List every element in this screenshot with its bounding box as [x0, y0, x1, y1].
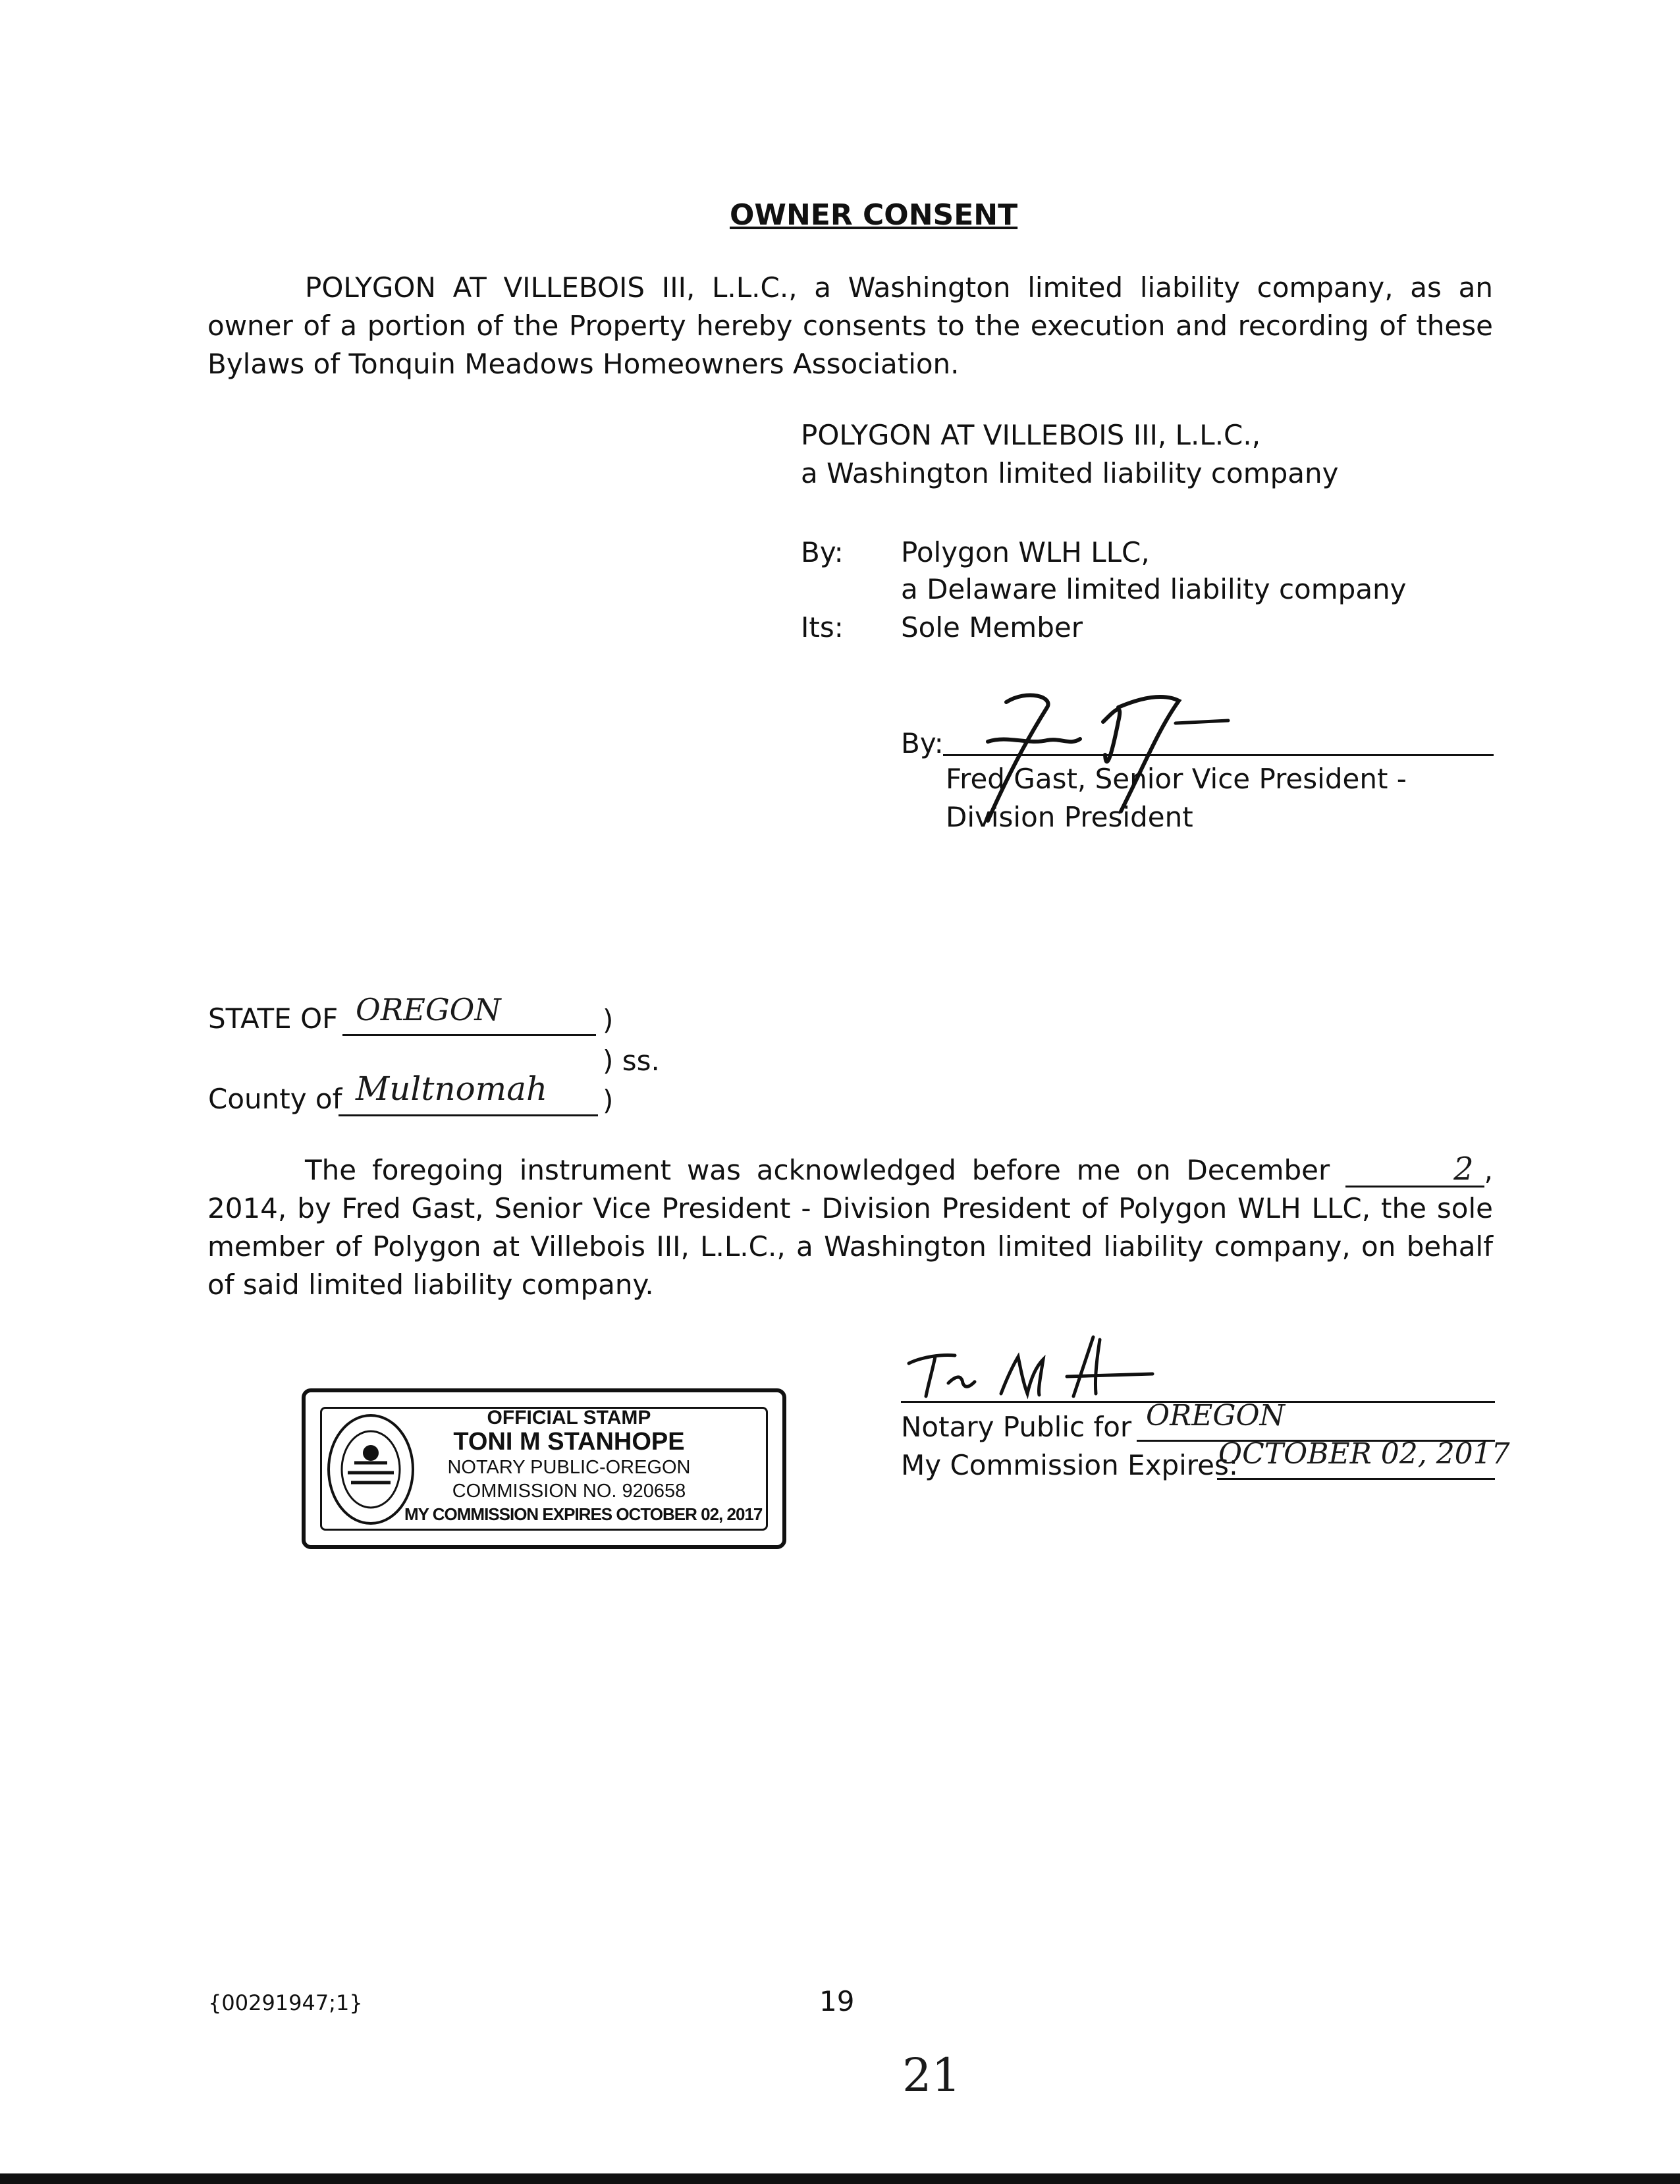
by-value-description: a Delaware limited liability company — [901, 573, 1407, 605]
commission-expires-underline — [1217, 1478, 1495, 1480]
ss-label: ) ss. — [603, 1045, 660, 1077]
signer-name-title: Fred Gast, Senior Vice President - — [946, 763, 1407, 795]
consent-paragraph: POLYGON AT VILLEBOIS III, L.L.C., a Washington limited liability company, as an owner of a portion of the Property hereby consents to the execution and recording of these Bylaws of Tonquin Meadows Homeowners Association. — [207, 271, 1493, 380]
page-title: OWNER CONSENT — [730, 198, 1018, 232]
entity-name: POLYGON AT VILLEBOIS III, L.L.C., — [801, 419, 1261, 451]
county-underline — [339, 1114, 598, 1116]
stamp-commission-expires: MY COMMISSION EXPIRES OCTOBER 02, 2017 — [404, 1504, 763, 1524]
acknowledgment-text-end: , 2014, by Fred Gast, Senior Vice President - Division President of Polygon WLH LLC, the sole member of Polygon at Villebois III, L.L.C., a Washington limited liability company, on behalf of said limited liability company. — [207, 1154, 1493, 1301]
its-value: Sole Member — [901, 611, 1083, 643]
notary-signature-image — [902, 1330, 1179, 1403]
state-paren: ) — [603, 1004, 614, 1036]
commission-expires-label: My Commission Expires: — [901, 1449, 1238, 1481]
entity-description: a Washington limited liability company — [801, 457, 1339, 489]
its-label: Its: — [801, 611, 844, 643]
signer-title-continued: Division President — [946, 801, 1193, 833]
by-label: By: — [801, 536, 844, 568]
acknowledgment-text-start: The foregoing instrument was acknowledged before me on December — [305, 1154, 1330, 1186]
county-paren: ) — [603, 1084, 614, 1116]
stamp-commission-number: COMMISSION NO. 920658 — [452, 1481, 686, 1502]
document-id: {00291947;1} — [208, 1990, 363, 2015]
stamp-notary-state: NOTARY PUBLIC-OREGON — [447, 1457, 691, 1478]
notary-public-state: OREGON — [1146, 1399, 1286, 1433]
state-value: OREGON — [356, 992, 501, 1027]
commission-expires-date: OCTOBER 02, 2017 — [1218, 1437, 1510, 1471]
stamp-notary-name: TONI M STANHOPE — [453, 1428, 685, 1456]
scan-edge — [0, 2173, 1680, 2184]
notary-stamp — [302, 1388, 786, 1549]
county-value: Multnomah — [356, 1070, 548, 1108]
acknowledgment-paragraph — [207, 1151, 1493, 1304]
page-number: 19 — [819, 1985, 855, 2017]
by-value: Polygon WLH LLC, — [901, 536, 1150, 568]
notary-public-label: Notary Public for — [901, 1411, 1132, 1443]
sign-by-label: By: — [901, 727, 944, 759]
state-underline — [342, 1034, 596, 1036]
county-label: County of — [208, 1083, 342, 1115]
handwritten-page-number: 21 — [902, 2048, 962, 2102]
state-label: STATE OF — [208, 1002, 339, 1035]
acknowledgment-day: 2 — [1345, 1153, 1484, 1188]
stamp-title: OFFICIAL STAMP — [487, 1407, 651, 1429]
